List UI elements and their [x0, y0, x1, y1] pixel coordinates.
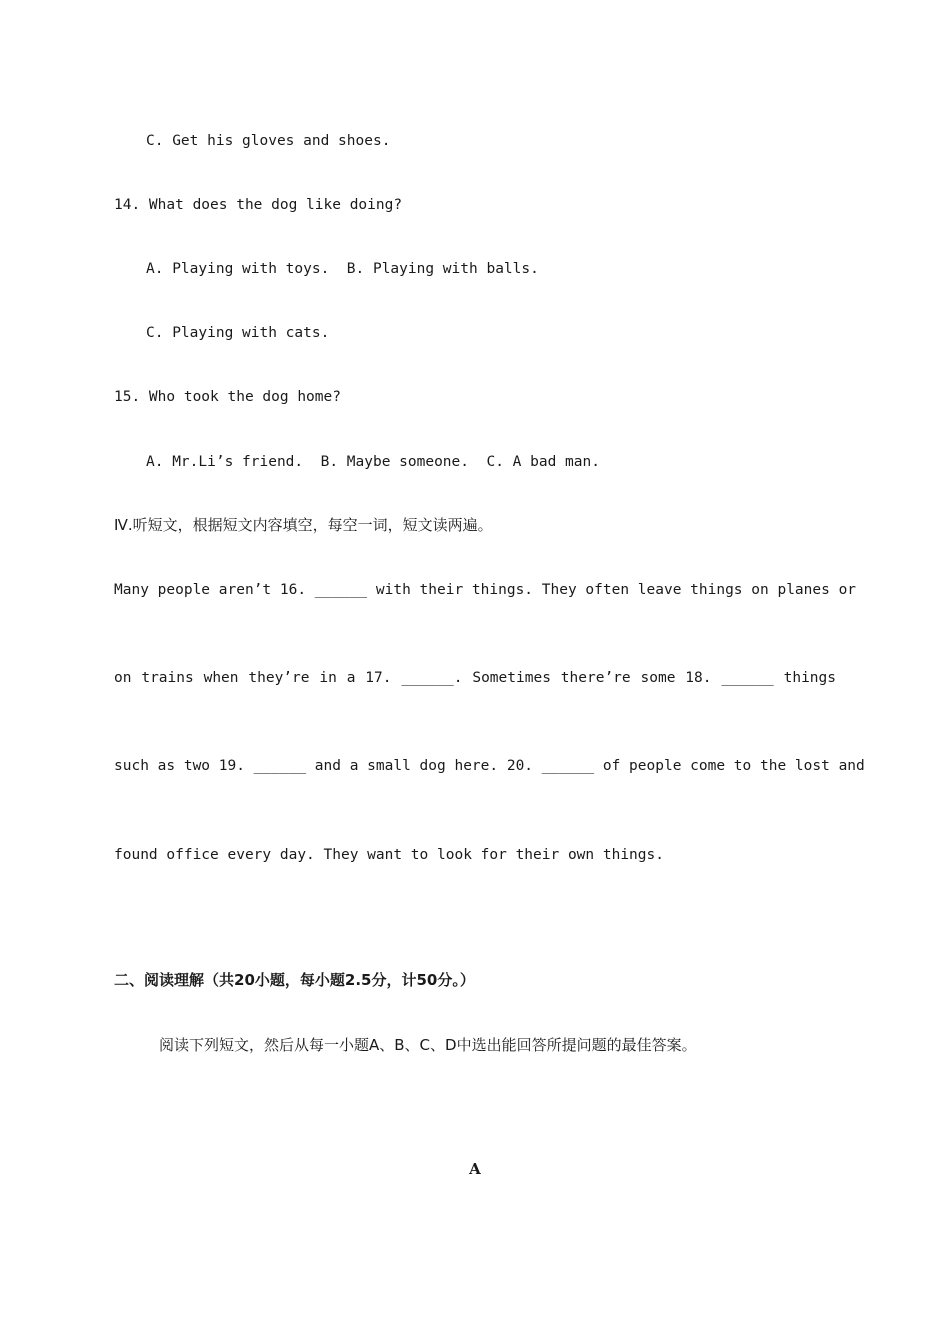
part2-heading: 二、阅读理解（共20小题，每小题2.5分，计50分。） — [114, 971, 475, 989]
passage-line-2: on trains when they’re in a 17. ______. Sometimes there’re some 18. ______ things — [114, 670, 836, 686]
q14-option-c: C. Playing with cats. — [146, 325, 330, 341]
q15-options: A. Mr.Li’s friend. B. Maybe someone. C. A bad man. — [146, 454, 600, 470]
q14-options-ab: A. Playing with toys. B. Playing with balls. — [146, 261, 539, 277]
passage-line-1: Many people aren’t 16. ______ with their things. They often leave things on planes or — [114, 582, 857, 598]
q14-question: 14. What does the dog like doing? — [114, 197, 403, 213]
q15-question: 15. Who took the dog home? — [114, 389, 341, 405]
passage-line-4: found office every day. They want to look for their own things. — [114, 847, 664, 863]
section4-heading: Ⅳ.听短文，根据短文内容填空，每空一词，短文读两遍。 — [114, 516, 493, 534]
part2-instruction: 阅读下列短文，然后从每一小题A、B、C、D中选出能回答所提问题的最佳答案。 — [159, 1036, 697, 1054]
q13-option-c: C. Get his gloves and shoes. — [146, 133, 391, 149]
passage-label: A — [469, 1160, 481, 1178]
passage-line-3: such as two 19. ______ and a small dog here. 20. ______ of people come to the lost and — [114, 758, 865, 774]
